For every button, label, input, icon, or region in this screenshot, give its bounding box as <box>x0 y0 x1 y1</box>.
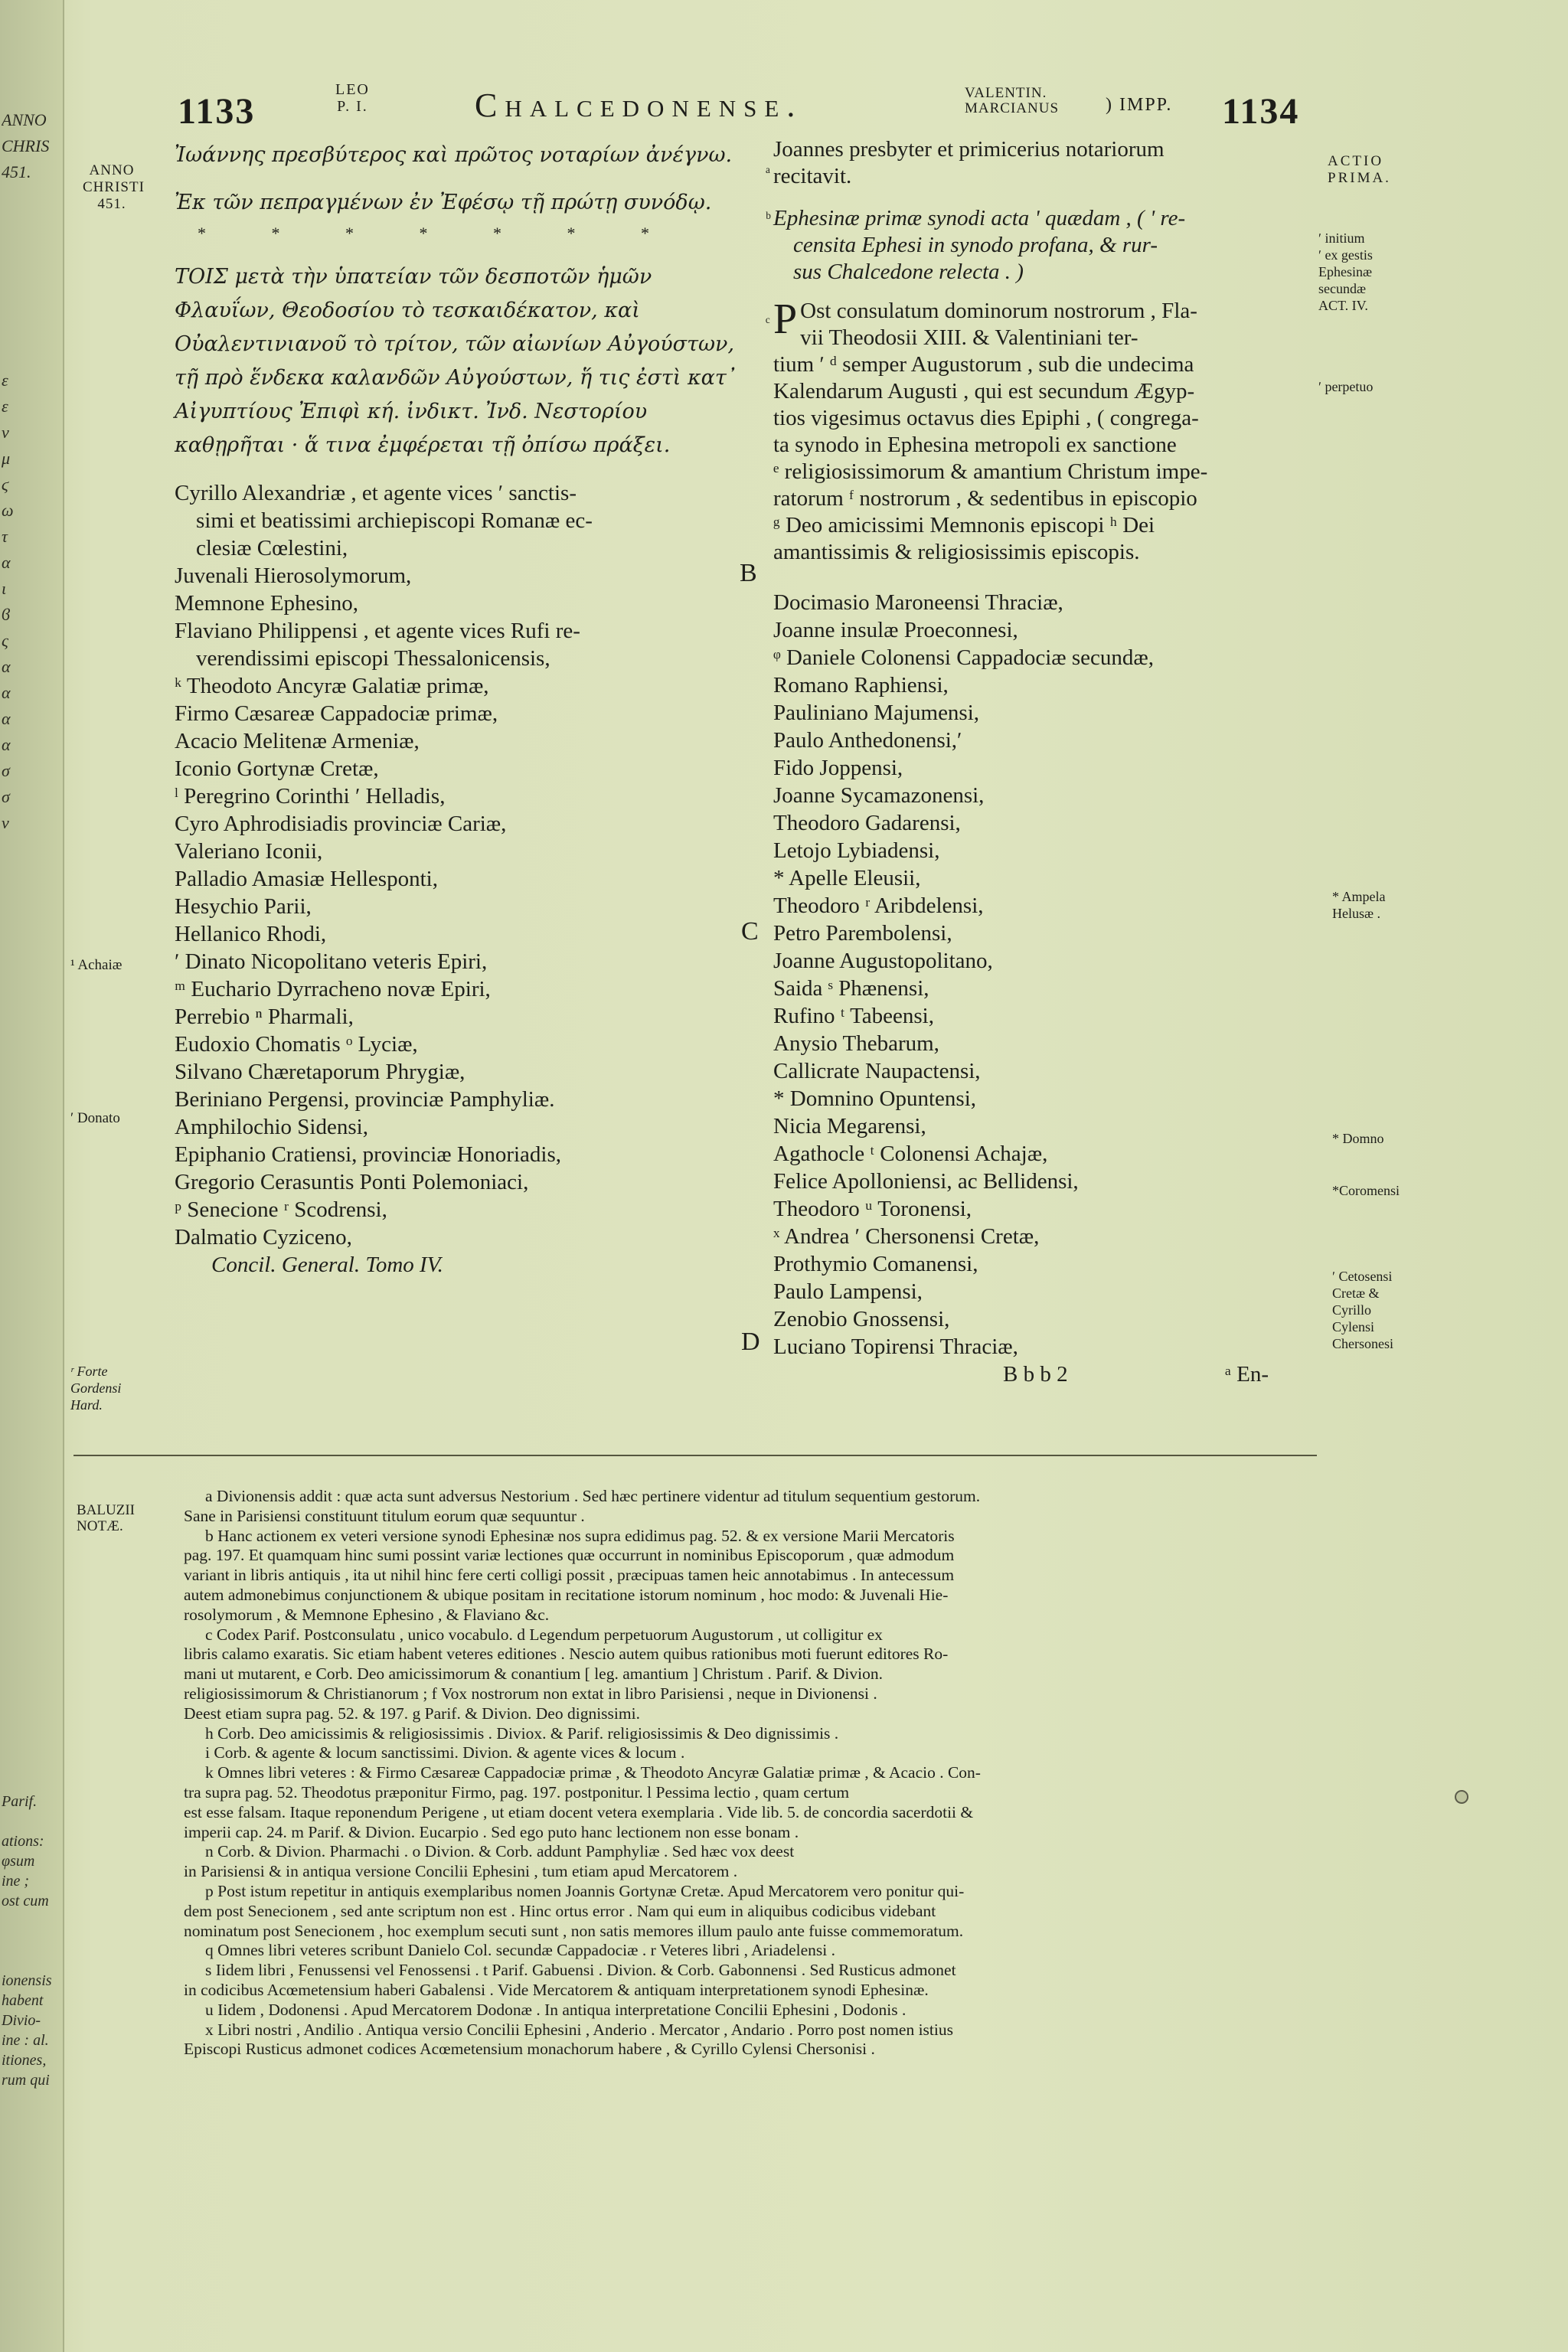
margin-note-line: * Ampela <box>1332 889 1386 904</box>
note-line: variant in libris antiquis , ita ut nihil hinc fere certi colligi possit , præcipuas tamen heic annotabimus . In antecessum <box>184 1566 955 1585</box>
note-line: mani ut mutarent, e Corb. Deo amicissimorum & conantium [ leg. amantium ] Christum . Parif. & Divion. <box>184 1664 884 1684</box>
section-marker-b: ᵇ <box>766 208 771 227</box>
left-list-item: Memnone Ephesino, <box>175 591 359 616</box>
catchword: ᵃ En- <box>1225 1362 1269 1387</box>
margin-note-line: Chersonesi <box>1332 1336 1393 1351</box>
latin-paragraph-body <box>773 325 1309 566</box>
right-list-item: Paulo Lampensi, <box>773 1279 923 1304</box>
left-list-item: Palladio Amasiæ Hellesponti, <box>175 867 438 891</box>
latin-paragraph-line: ᵍ Deo amicissimi Memnonis episcopi ʰ Dei <box>773 513 1155 537</box>
note-line: dem post Senecionem , sed ante scriptum non est . Hinc ortus error . Nam qui eum in aliquibus codicibus videbant <box>184 1901 936 1920</box>
right-list-item: * Apelle Eleusii, <box>773 866 921 890</box>
right-list-item: Joanne Augustopolitano, <box>773 949 993 973</box>
greek-paragraph-text: ΤΟΙΣ μετὰ τὴν ὑπατείαν τῶν δεσποτῶν ἡμῶν Φλαυΐων, Θεοδοσίου τὸ τεσκαιδέκατον, καὶ Οὐαλεντινιανοῦ τὸ τρίτον, τῶν αἰωνίων Αὐγούστων, τῇ πρὸ ἕνδεκα καλανδῶν Αὐγούστων, ἥ τις ἐστὶ κατ᾽ Αἰγυπτίους Ἐπιφὶ κή. ἰνδικτ. Ἰνδ. Νεστορίου καθῃρῆται · ἅ τινα ἐμφέρεται τῇ ὀπίσω πράξει. <box>175 265 737 457</box>
right-list-item: Pauliniano Majumensi, <box>773 701 980 725</box>
note-line: p Post istum repetitur in antiquis exemplaribus nomen Joannis Gortynæ Cretæ. Apud Mercatorem vero ponitur qui- <box>205 1881 965 1900</box>
margin-actio-line: ACTIO <box>1328 153 1384 169</box>
italic-heading-line: sus Chalcedone relecta . ) <box>793 260 1024 284</box>
notes-divider <box>74 1455 1317 1456</box>
latin-paragraph-line: tios vigesimus octavus dies Epiphi , ( congrega- <box>773 406 1199 430</box>
greek-heading: Ἐκ τῶν πεπραγμένων ἐν Ἐφέσῳ τῇ πρώτῃ συνόδῳ. <box>175 191 712 214</box>
right-list-item: * Domnino Opuntensi, <box>773 1086 977 1111</box>
right-list-item: Letojo Lybiadensi, <box>773 838 940 863</box>
margin-note-line: Cyrillo <box>1332 1302 1372 1318</box>
margin-note-line: Hard. <box>70 1397 103 1413</box>
left-list-item: clesiæ Cœlestini, <box>196 536 348 560</box>
margin-note-forte <box>70 1363 121 1413</box>
italic-heading-line: censita Ephesi in synodo profana, & rur- <box>793 233 1158 257</box>
note-line: n Corb. & Divion. Pharmachi . o Divion. & Corb. addunt Pamphyliæ . Sed hæc vox deest <box>205 1842 795 1861</box>
note-line: tra supra pag. 52. Theodotus præponitur Firmo, pag. 197. postponitur. l Pessima lectio , quam certum <box>184 1782 850 1802</box>
note-line: Sane in Parisiensi constituunt titulum eorum quæ sequuntur . <box>184 1506 585 1525</box>
header-emperor-bottom: MARCIANUS <box>965 100 1060 116</box>
right-list-item: Joanne insulæ Proeconnesi, <box>773 618 1018 642</box>
note-line: est esse falsam. Itaque reponendum Perigene , ut etiam docent vetera exemplaria . Vide lib. 5. de concordia sacerdotii & <box>184 1802 974 1821</box>
note-line: b Hanc actionem ex veteri versione synodi Ephesinæ nos supra edidimus pag. 52. & ex versione Marii Mercatoris <box>205 1526 955 1545</box>
right-list-item: Agathocle ᵗ Colonensi Achajæ, <box>773 1142 1048 1166</box>
left-list-item: ʹ Dinato Nicopolitano veteris Epiri, <box>175 949 488 974</box>
left-list-item: Silvano Chæretaporum Phrygiæ, <box>175 1060 466 1084</box>
section-marker-a: ᵃ <box>766 162 771 181</box>
latin-intro-cont: recitavit. <box>773 164 852 188</box>
margin-anno-christi <box>83 162 145 213</box>
right-list-item: Rufino ᵗ Tabeensi, <box>773 1004 934 1028</box>
right-list-item: Saida ˢ Phænensi, <box>773 976 929 1001</box>
right-list-item: Romano Raphiensi, <box>773 673 949 697</box>
left-list-item: ᵏ Theodoto Ancyræ Galatiæ primæ, <box>175 674 489 698</box>
latin-paragraph-line: ta synodo in Ephesina metropoli ex sanctione <box>773 433 1177 457</box>
margin-note-line: secundæ <box>1318 281 1366 296</box>
gutter-text-top: ANNO CHRIS 451. ε ε ν μ ϛ ω τ α ι ϐ ς α α α α σ σ ν <box>2 110 50 832</box>
margin-note-line: ACT. IV. <box>1318 298 1368 313</box>
left-list-item: Firmo Cæsareæ Cappadociæ primæ, <box>175 701 498 726</box>
section-marker-c: ᶜ <box>766 312 770 332</box>
margin-note-line: Helusæ . <box>1332 906 1380 921</box>
right-list-item: Callicrate Naupactensi, <box>773 1059 981 1083</box>
right-list-item: Zenobio Gnossensi, <box>773 1307 950 1331</box>
left-list-item: Cyrillo Alexandriæ , et agente vices ʹ sanctis- <box>175 481 577 505</box>
signature-right-row <box>773 1361 1309 1388</box>
margin-note-line: ʹ Cetosensi <box>1332 1269 1393 1284</box>
left-list-item: Dalmatio Cyziceno, <box>175 1225 352 1250</box>
left-list-item: simi et beatissimi archiepiscopi Romanæ ec- <box>196 508 593 533</box>
left-list-item: Hellanico Rhodi, <box>175 922 327 946</box>
margin-anno-line: CHRISTI <box>83 179 145 195</box>
margin-actio-line: PRIMA. <box>1328 170 1391 186</box>
header-leo-bottom: P. I. <box>337 98 368 115</box>
greek-intro: Ἰωάννης πρεσβύτερος καὶ πρῶτος νοταρίων ἀνέγνω. <box>175 143 733 167</box>
note-line: rosolymorum , & Memnone Ephesino , & Flaviano &c. <box>184 1605 550 1624</box>
left-list-item: Iconio Gortynæ Cretæ, <box>175 756 379 781</box>
margin-anno-line: ANNO <box>89 162 135 178</box>
right-list-item: Theodoro ᵘ Toronensi, <box>773 1197 972 1221</box>
latin-paragraph-line: vii Theodosii XIII. & Valentiniani ter- <box>800 325 1138 350</box>
margin-note-cetosensi <box>1332 1268 1393 1352</box>
italic-heading <box>773 205 1309 286</box>
latin-paragraph-line: ratorum ᶠ nostrorum , & sedentibus in episcopio <box>773 486 1197 511</box>
notes-label-line: BALUZII <box>77 1502 135 1518</box>
note-line: s Iidem libri , Fenussensi vel Fenossensi . t Parif. Gabuensi . Divion. & Corb. Gabonnensi . Sed Rusticus admonet <box>205 1961 956 1980</box>
right-column <box>773 136 1309 1388</box>
latin-paragraph <box>773 298 1309 566</box>
margin-note-perpetuo: ʹ perpetuo <box>1318 379 1374 394</box>
latin-paragraph-line: tium ʹ ᵈ semper Augustorum , sub die undecima <box>773 352 1194 377</box>
note-line: q Omnes libri veteres scribunt Danielo Col. secundæ Cappadociæ . r Veteres libri , Ariadelensi . <box>205 1941 835 1960</box>
header-leo-top: LEO <box>335 81 370 98</box>
section-marker-C: C <box>741 917 759 946</box>
left-list-item: Acacio Melitenæ Armeniæ, <box>175 729 420 753</box>
right-list-item: Fido Joppensi, <box>773 756 903 780</box>
note-line: pag. 197. Et quamquam hinc sumi possint variæ lectiones quæ occurrunt in nominibus Episcoporum , quæ admodum <box>184 1546 955 1565</box>
right-list-item: Theodoro ʳ Aribdelensi, <box>773 893 984 918</box>
note-line: imperii cap. 24. m Parif. & Divion. Eucarpio . Sed ego puto hanc lectionem non esse bonam . <box>184 1822 799 1841</box>
gutter-text-foot: Parif. ations: φsum ine ; ost cum ionensis habent Divio- ine : al. itiones, rum qui <box>2 1793 52 2089</box>
left-list-item: Flaviano Philippensi , et agente vices Rufi re- <box>175 619 580 643</box>
greek-paragraph <box>175 260 741 462</box>
margin-note-line: ʹ ex gestis <box>1318 247 1373 263</box>
note-line: in Parisiensi & in antiqua versione Concilii Ephesini , tum etiam apud Mercatorem . <box>184 1862 738 1881</box>
margin-note-donato: ʹ Donato <box>70 1110 120 1126</box>
right-list-item: Theodoro Gadarensi, <box>773 811 961 835</box>
left-list-item: Cyro Aphrodisiadis provinciæ Cariæ, <box>175 812 507 836</box>
note-line: u Iidem , Dodonensi . Apud Mercatorem Dodonæ . In antiqua interpretatione Concilii Ephesini , Dodonis . <box>205 2000 906 2019</box>
note-line: c Codex Parif. Postconsulatu , unico vocabulo. d Legendum perpetuorum Augustorum , ut colligitur ex <box>205 1625 883 1644</box>
left-list-item: ᵐ Euchario Dyrracheno novæ Epiri, <box>175 977 491 1001</box>
header-emperor-top: VALENTIN. <box>965 85 1047 101</box>
left-list-item: verendissimi episcopi Thessalonicensis, <box>196 646 550 671</box>
margin-note-line: Ephesinæ <box>1318 264 1372 279</box>
right-list-item: Docimasio Maroneensi Thraciæ, <box>773 590 1063 615</box>
page-number-right: 1134 <box>1222 91 1300 132</box>
right-list-item: ˣ Andrea ʹ Chersonensi Cretæ, <box>773 1224 1040 1249</box>
margin-anno-line: 451. <box>97 196 126 212</box>
bullet-dot <box>1455 1790 1468 1804</box>
left-list-item: Hesychio Parii, <box>175 894 312 919</box>
signature-right: B b b 2 <box>1003 1362 1068 1387</box>
margin-note-line: Gordensi <box>70 1380 122 1396</box>
left-list-item: Valeriano Iconii, <box>175 839 323 864</box>
right-list-item: Felice Apolloniensi, ac Bellidensi, <box>773 1169 1079 1194</box>
note-line: autem admonebimus conjunctionem & ubique positam in recitatione istorum nominum , hoc modo: & Juvenali Hie- <box>184 1585 949 1604</box>
right-list-item: Nicia Megarensi, <box>773 1114 926 1138</box>
note-line: in codicibus Acœmetensium haberi Gabalensi . Vide Mercatorem & antiquam interpretationem synodi Ephesinæ. <box>184 1980 929 1999</box>
baluzii-notae-label <box>77 1502 135 1534</box>
margin-note-coromensi: *Coromensi <box>1332 1183 1400 1198</box>
right-list-item: Luciano Topirensi Thraciæ, <box>773 1334 1018 1359</box>
note-line: Deest etiam supra pag. 52. & 197. g Parif. & Divion. Deo dignissimi. <box>184 1704 640 1723</box>
section-marker-D: D <box>741 1328 760 1356</box>
left-bishop-list <box>175 479 741 1251</box>
drop-cap-p: P <box>773 296 798 343</box>
left-list-item: Juvenali Hierosolymorum, <box>175 564 412 588</box>
margin-note-line: Cylensi <box>1332 1319 1375 1334</box>
left-list-item: Eudoxio Chomatis ᵒ Lyciæ, <box>175 1032 418 1057</box>
latin-paragraph-line: Ost consulatum dominorum nostrorum , Fla- <box>800 299 1197 323</box>
asterism: * * * * * * * <box>198 224 680 243</box>
note-line: Episcopi Rusticus admonet codices Acœmetensium monachorum habere , & Cyrillo Cylensi Chersonisi . <box>184 2040 875 2059</box>
notes-label-line: NOTÆ. <box>77 1518 123 1534</box>
margin-note-ampela <box>1332 888 1386 922</box>
margin-note-achaiae: ¹ Achaiæ <box>70 957 122 973</box>
note-line: nominatum post Senecionem , hoc exemplum secuti sunt , non satis memores illum paulo ante fuisse commemoratum. <box>184 1921 964 1940</box>
margin-note-initium <box>1318 230 1373 314</box>
note-line: a Divionensis addit : quæ acta sunt adversus Nestorium . Sed hæc pertinere videntur ad titulum sequentium gestorum. <box>205 1487 981 1505</box>
note-line: religiosissimorum & Christianorum ; f Vox nostrorum non extat in libro Parisiensi , neque in Divionensi . <box>184 1684 877 1703</box>
left-column <box>175 139 741 1279</box>
latin-paragraph-line: ᵉ religiosissimorum & amantium Christum impe- <box>773 459 1208 484</box>
right-bishop-list <box>773 589 1309 1361</box>
latin-paragraph-line: Kalendarum Augusti , qui est secundum Ægyp- <box>773 379 1195 403</box>
left-list-item: Perrebio ⁿ Pharmali, <box>175 1004 354 1029</box>
right-list-item: Petro Parembolensi, <box>773 921 952 946</box>
margin-note-line: Cretæ & <box>1332 1285 1380 1301</box>
signature-left: Concil. General. Tomo IV. <box>211 1253 443 1277</box>
left-list-item: Gregorio Cerasuntis Ponti Polemoniaci, <box>175 1170 529 1194</box>
note-line: libris calamo exaratis. Sic etiam habent veteres editiones . Nescio autem quibus rationibus moti fuerunt editores Ro- <box>184 1645 949 1664</box>
margin-note-line: ʹ initium <box>1318 230 1365 246</box>
header-leo <box>335 81 370 115</box>
note-line: h Corb. Deo amicissimis & religiosissimis . Diviox. & Parif. religiosissimis & Deo dignissimis . <box>205 1723 839 1743</box>
page-title: Chalcedonense. <box>475 87 803 124</box>
previous-page-edge <box>0 0 64 2352</box>
left-list-item: Beriniano Pergensi, provinciæ Pamphyliæ. <box>175 1087 555 1112</box>
note-line: i Corb. & agente & locum sanctissimi. Divion. & agente vices & locum . <box>205 1743 685 1762</box>
note-line: x Libri nostri , Andilio . Antiqua versio Concilii Ephesini , Anderio . Mercator , Andario . Porro post nomen istius <box>205 2020 953 2039</box>
margin-note-line: ʳ Forte <box>70 1364 108 1379</box>
right-list-item: Anysio Thebarum, <box>773 1031 939 1056</box>
latin-intro: Joannes presbyter et primicerius notariorum <box>773 137 1165 162</box>
margin-actio-prima <box>1328 153 1391 187</box>
latin-paragraph-line: amantissimis & religiosissimis episcopis. <box>773 540 1140 564</box>
right-list-item: ᵠ Daniele Colonensi Cappadociæ secundæ, <box>773 645 1154 670</box>
header-emperors <box>965 86 1059 116</box>
margin-note-domno: * Domno <box>1332 1131 1384 1146</box>
right-list-item: Paulo Anthedonensi,ʹ <box>773 728 962 753</box>
left-list-item: Epiphanio Cratiensi, provinciæ Honoriadis, <box>175 1142 562 1167</box>
italic-heading-line: Ephesinæ primæ synodi acta ʹ quædam , ( ʹ re- <box>773 206 1186 230</box>
header-impp: ) IMPP. <box>1106 95 1173 115</box>
page-number-left: 1133 <box>178 91 256 132</box>
note-line: k Omnes libri veteres : & Firmo Cæsareæ Cappadociæ primæ , & Theodoto Ancyræ Galatiæ primæ , & Acacio . Con- <box>205 1763 981 1782</box>
section-marker-B: B <box>740 559 757 587</box>
right-list-item: Joanne Sycamazonensi, <box>773 783 985 808</box>
left-list-item: ˡ Peregrino Corinthi ʹ Helladis, <box>175 784 446 808</box>
right-list-item: Prothymio Comanensi, <box>773 1252 978 1276</box>
baluzii-notes <box>184 1487 1317 2060</box>
left-list-item: ᵖ Senecione ʳ Scodrensi, <box>175 1197 387 1222</box>
left-list-item: Amphilochio Sidensi, <box>175 1115 368 1139</box>
